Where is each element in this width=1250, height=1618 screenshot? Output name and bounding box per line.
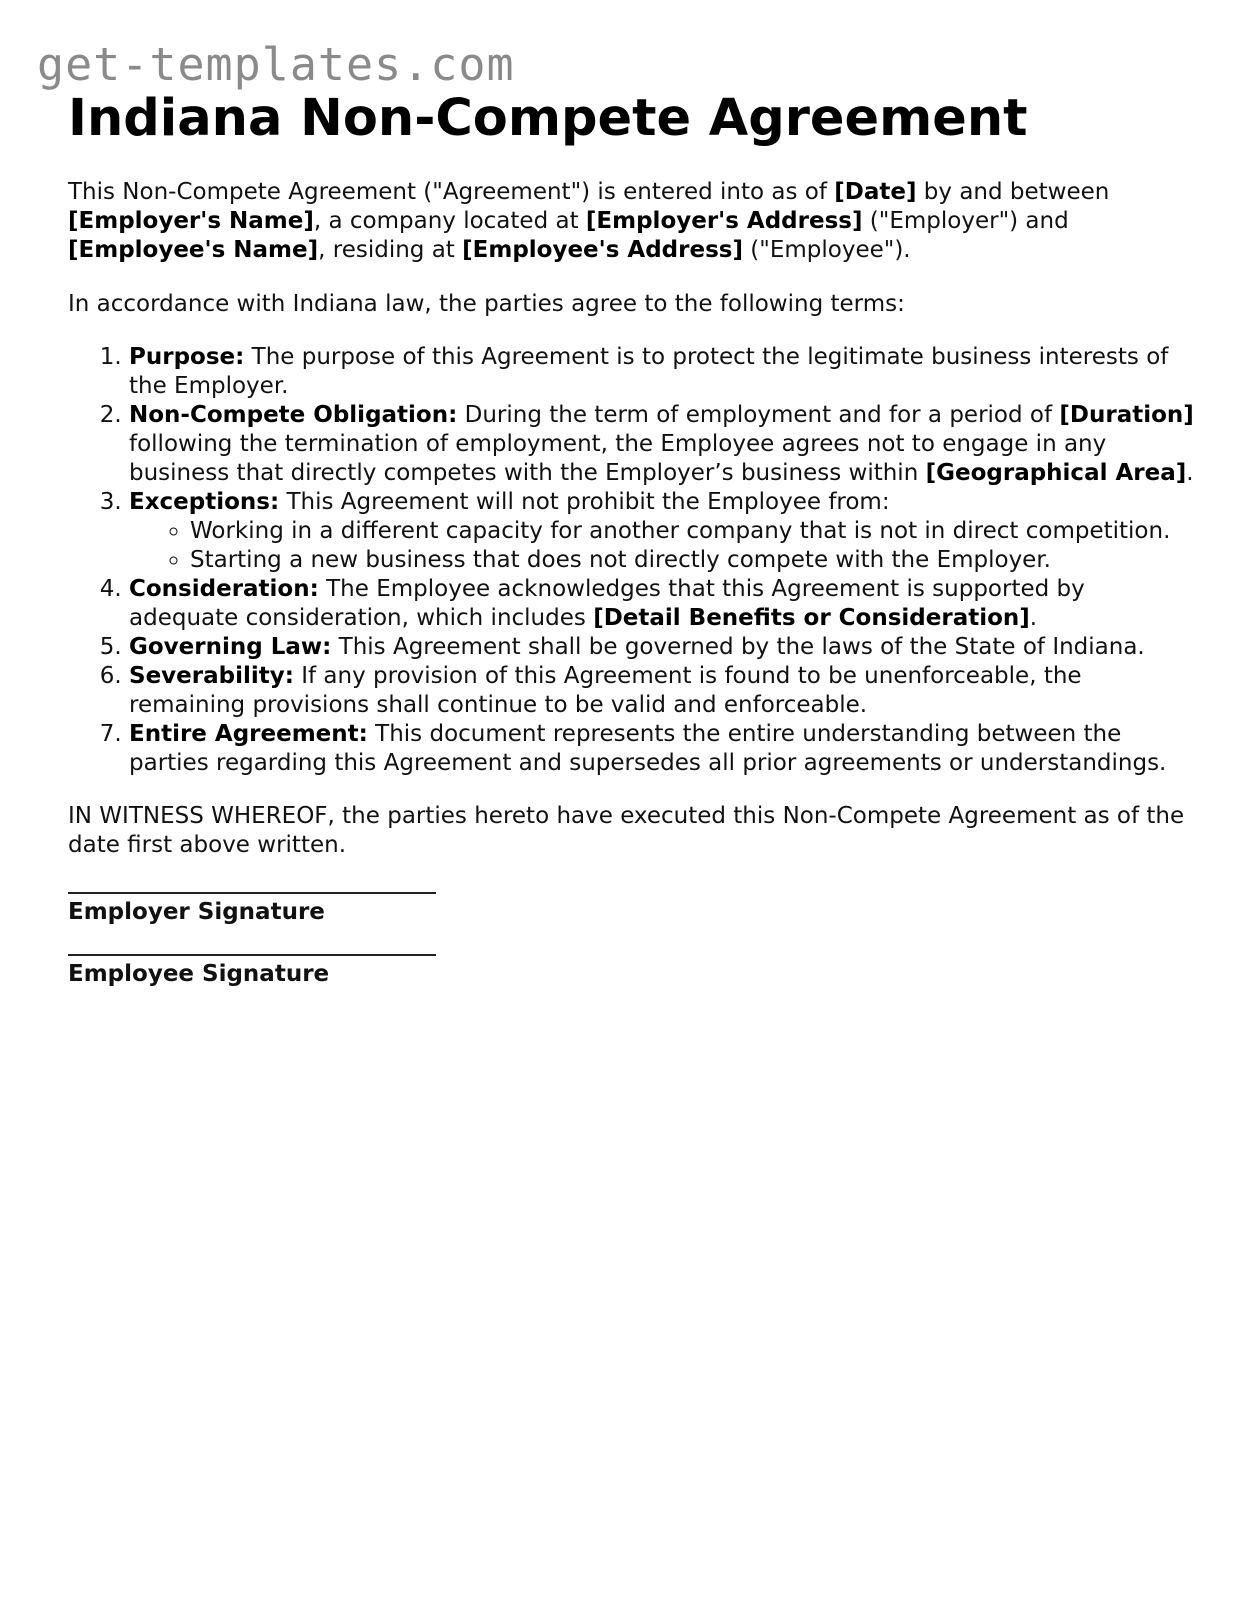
term-heading: Severability:	[129, 663, 294, 689]
exception-item: ◦ Working in a different capacity for another company that is not in direct competition.	[190, 517, 1198, 546]
term-severability	[129, 662, 1198, 720]
term-heading: Consideration:	[129, 576, 319, 602]
term-text: During the term of employment and for a period of	[457, 402, 1060, 428]
intro-paragraph	[68, 178, 1198, 265]
term-text: This Agreement shall be governed by the laws of the State of Indiana.	[331, 634, 1145, 660]
terms-list	[68, 343, 1198, 778]
intro-text-6: ("Employee").	[742, 237, 911, 263]
intro-text-3: , a company located at	[313, 208, 586, 234]
term-text: The purpose of this Agreement is to protect the legitimate business interests of the Employer.	[129, 344, 1169, 399]
watermark: get-templates.com	[37, 38, 515, 91]
employer-signature-label: Employer Signature	[68, 899, 325, 925]
intro-text-2: by and between	[916, 179, 1110, 205]
intro-text-5: , residing at	[318, 237, 463, 263]
employer-name-placeholder: [Employer's Name]	[68, 208, 314, 234]
employee-signature-line[interactable]	[68, 954, 436, 956]
employer-address-placeholder: [Employer's Address]	[585, 208, 863, 234]
employee-signature-block	[68, 954, 1198, 988]
term-heading: Non-Compete Obligation:	[129, 402, 458, 428]
employee-name-placeholder: [Employee's Name]	[68, 237, 319, 263]
intro-text-1: This Non-Compete Agreement ("Agreement") is entered into as of	[68, 179, 835, 205]
term-purpose	[129, 343, 1198, 401]
consideration-placeholder: [Detail Benefits or Consideration]	[593, 605, 1030, 631]
duration-placeholder: [Duration]	[1059, 402, 1194, 428]
term-entire-agreement	[129, 720, 1198, 778]
term-governing-law	[129, 633, 1198, 662]
intro-text-4: ("Employer") and	[862, 208, 1069, 234]
term-text: The Employee acknowledges that this Agreement is supported by adequate consideration, which includes	[129, 576, 1085, 631]
date-placeholder: [Date]	[834, 179, 917, 205]
term-heading: Purpose:	[129, 344, 245, 370]
term-text: .	[1029, 605, 1038, 631]
exceptions-list	[129, 517, 1198, 575]
witness-paragraph: IN WITNESS WHEREOF, the parties hereto have executed this Non-Compete Agreement as of the date first above written.	[68, 803, 1185, 858]
employee-signature-label: Employee Signature	[68, 961, 330, 987]
term-exceptions	[129, 488, 1198, 575]
document-title: Indiana Non-Compete Agreement	[68, 89, 1028, 148]
term-heading: Exceptions:	[129, 489, 280, 515]
term-non-compete	[129, 401, 1198, 488]
employer-signature-line[interactable]	[68, 892, 436, 894]
geographical-area-placeholder: [Geographical Area]	[925, 460, 1187, 486]
term-heading: Governing Law:	[129, 634, 332, 660]
term-text: .	[1186, 460, 1194, 486]
term-text: If any provision of this Agreement is found to be unenforceable, the remaining provisions shall continue to be valid and enforceable.	[129, 663, 1082, 718]
employer-signature-block	[68, 892, 1198, 926]
accordance-paragraph: In accordance with Indiana law, the parties agree to the following terms:	[68, 291, 905, 317]
term-text: following the termination of employment, the Employee agrees not to engage in any business that directly competes with the Employer’s business within	[129, 431, 1107, 486]
exception-item: ◦ Starting a new business that does not directly compete with the Employer.	[190, 546, 1198, 575]
term-consideration	[129, 575, 1198, 633]
employee-address-placeholder: [Employee's Address]	[462, 237, 743, 263]
term-text: This document represents the entire understanding between the parties regarding this Agreement and supersedes all prior agreements or understandings.	[129, 721, 1167, 776]
term-heading: Entire Agreement:	[129, 721, 368, 747]
document-page	[68, 88, 1198, 988]
term-text: This Agreement will not prohibit the Employee from:	[279, 489, 890, 515]
